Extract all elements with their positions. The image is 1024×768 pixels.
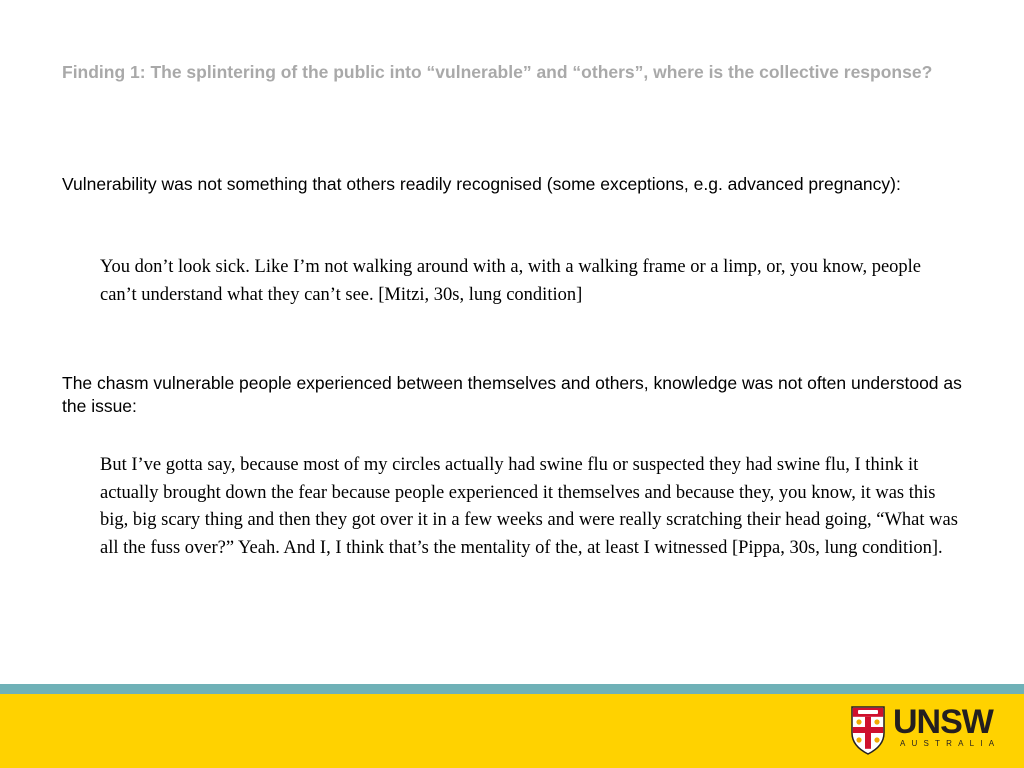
logo-subtitle: AUSTRALIA	[900, 739, 1001, 748]
participant-quote-1: You don’t look sick. Like I’m not walking around with a, with a walking frame or a limp, or, you know, people can’t understand what they can’t see. [Mitzi, 30s, lung condition]	[100, 257, 922, 305]
footer-accent-bar	[0, 684, 1024, 694]
unsw-crest-icon	[850, 705, 886, 755]
participant-quote-2: But I’ve gotta say, because most of my circles actually had swine flu or suspected they had swine flu, I think it actually brought down the fear because people experienced it themselves and because they, you know, it was this big, big scary thing and then they got over it in a few weeks and were really scratching their head going, “What was all the fuss over?” Yeah. And I, I think that’s the mentality of the, at least I witnessed [Pippa, 30s, lung condition].	[100, 455, 958, 558]
finding-point-1: Vulnerability was not something that others readily recognised (some exceptions, e.g. advanced pregnancy):	[62, 174, 901, 194]
unsw-logo	[850, 705, 1010, 757]
logo-wordmark: UNSW	[893, 703, 993, 741]
finding-point-2: The chasm vulnerable people experienced between themselves and others, knowledge was not often understood as the issue:	[62, 373, 962, 416]
slide-title: Finding 1: The splintering of the public into “vulnerable” and “others”, where is the collective response?	[62, 62, 933, 82]
